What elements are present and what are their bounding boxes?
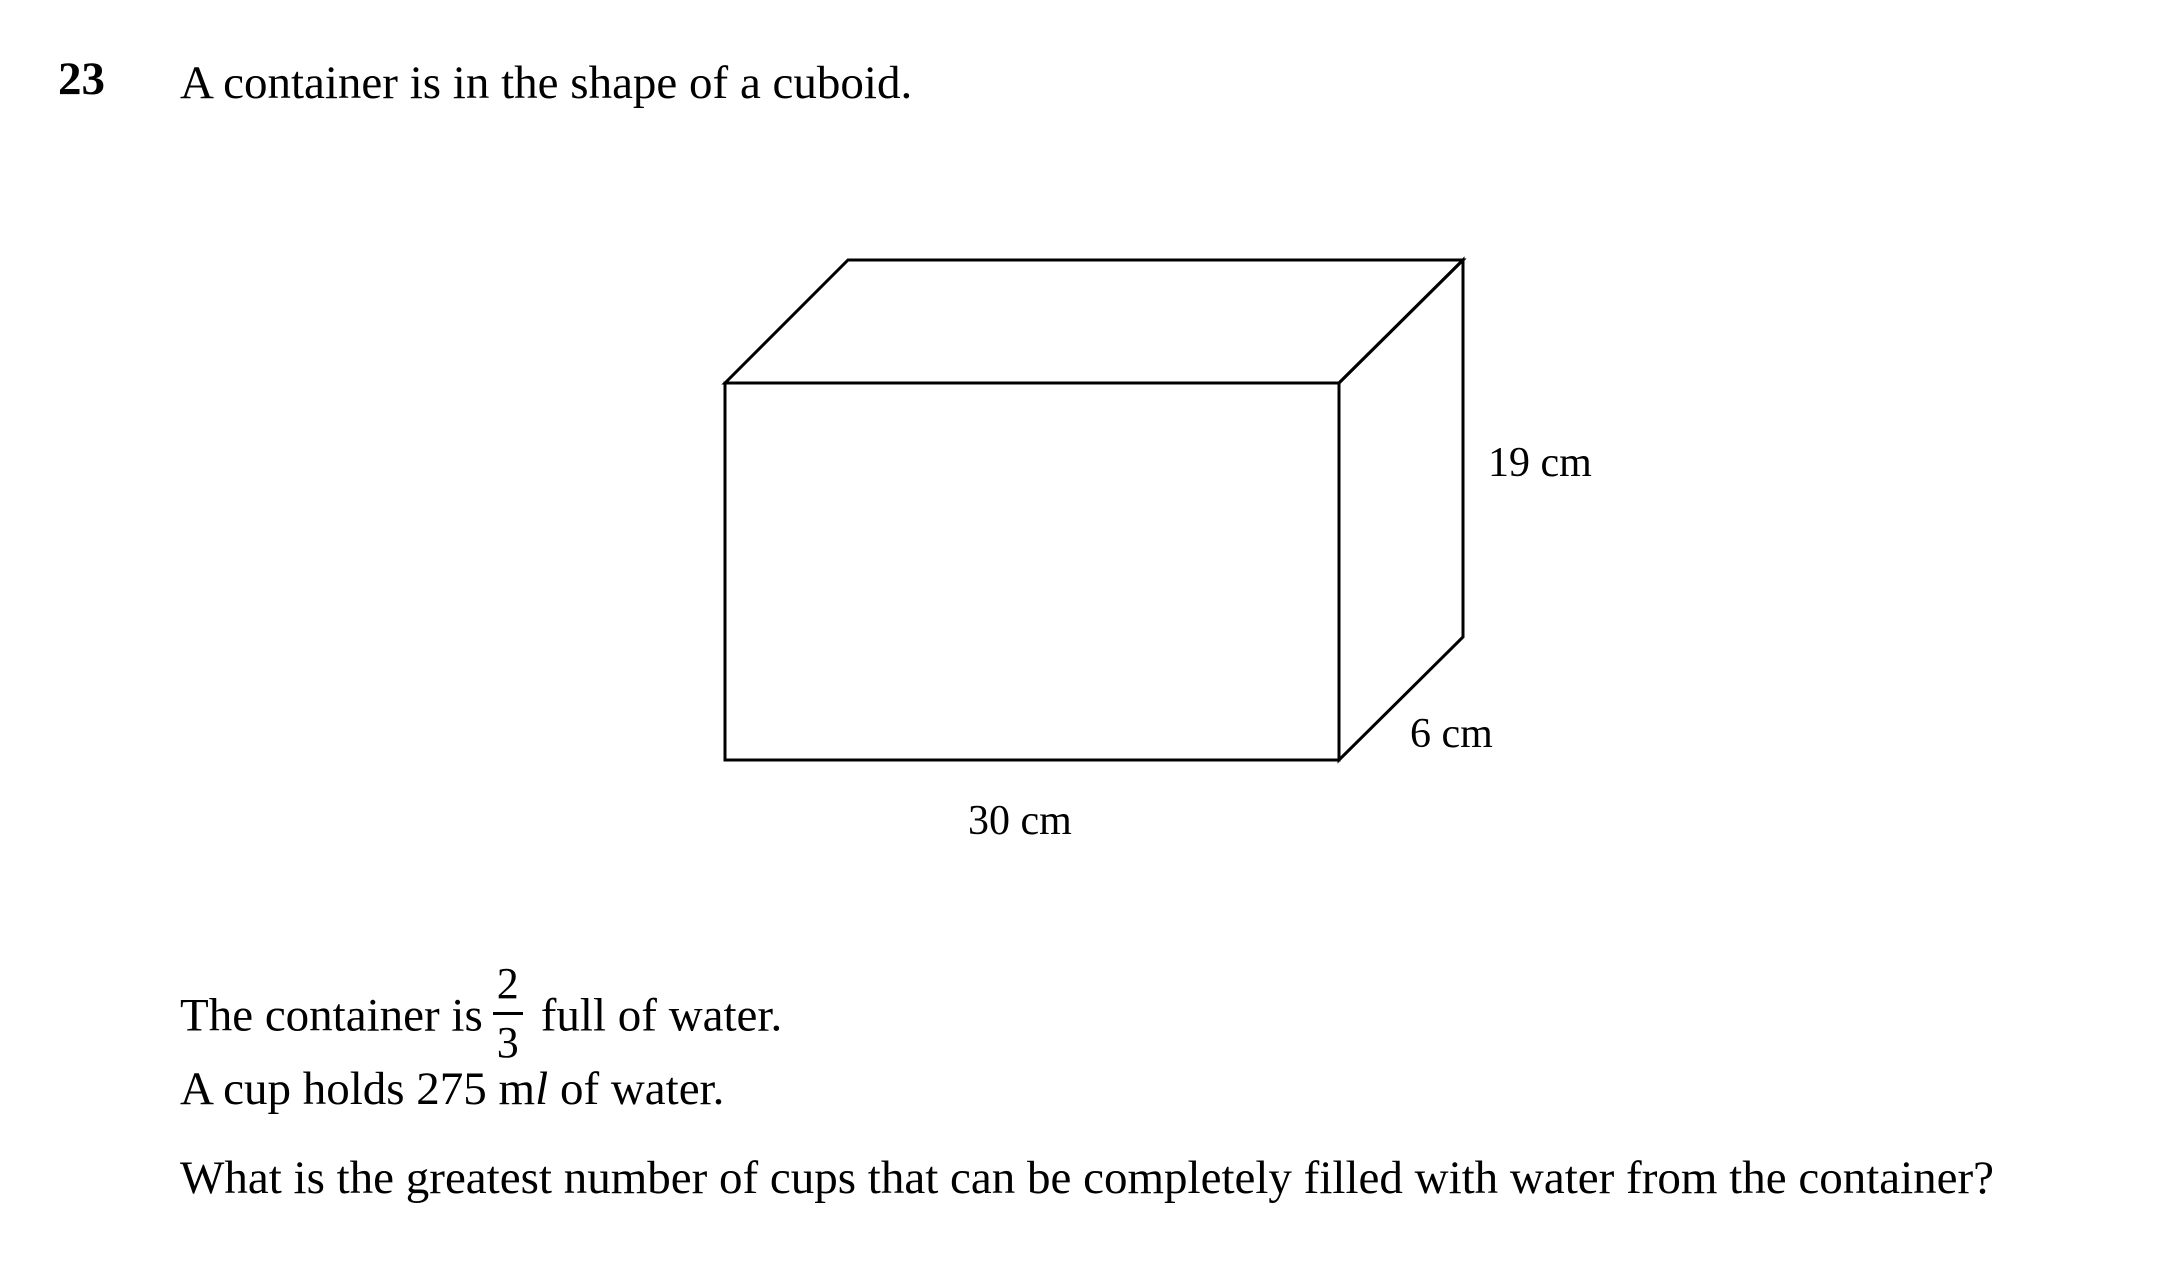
height-label: 19 cm — [1488, 440, 1592, 486]
cuboid-side-face — [1339, 260, 1463, 760]
fraction-numerator: 2 — [496, 959, 519, 1008]
cup-unit-italic: l — [535, 1063, 549, 1115]
cuboid-front-face — [725, 383, 1339, 760]
fraction-statement — [180, 959, 783, 1071]
question-prompt: What is the greatest number of cups that can be completely filled with water from the container? — [180, 1152, 1995, 1204]
depth-label: 6 cm — [1410, 711, 1493, 757]
cuboid-top-face — [725, 260, 1463, 383]
cup-statement-before: A cup holds 275 m — [180, 1063, 536, 1115]
width-label: 30 cm — [968, 798, 1072, 844]
fraction-statement-before: The container is — [180, 989, 483, 1042]
cup-statement-after: of water. — [548, 1063, 725, 1115]
cup-statement — [180, 1063, 725, 1115]
question-number: 23 — [58, 53, 105, 105]
question-intro: A container is in the shape of a cuboid. — [180, 57, 913, 109]
fraction-statement-after: full of water. — [540, 989, 783, 1042]
fraction-denominator: 3 — [496, 1018, 519, 1067]
fraction-bar — [493, 1012, 523, 1015]
fraction-two-thirds — [493, 959, 523, 1067]
